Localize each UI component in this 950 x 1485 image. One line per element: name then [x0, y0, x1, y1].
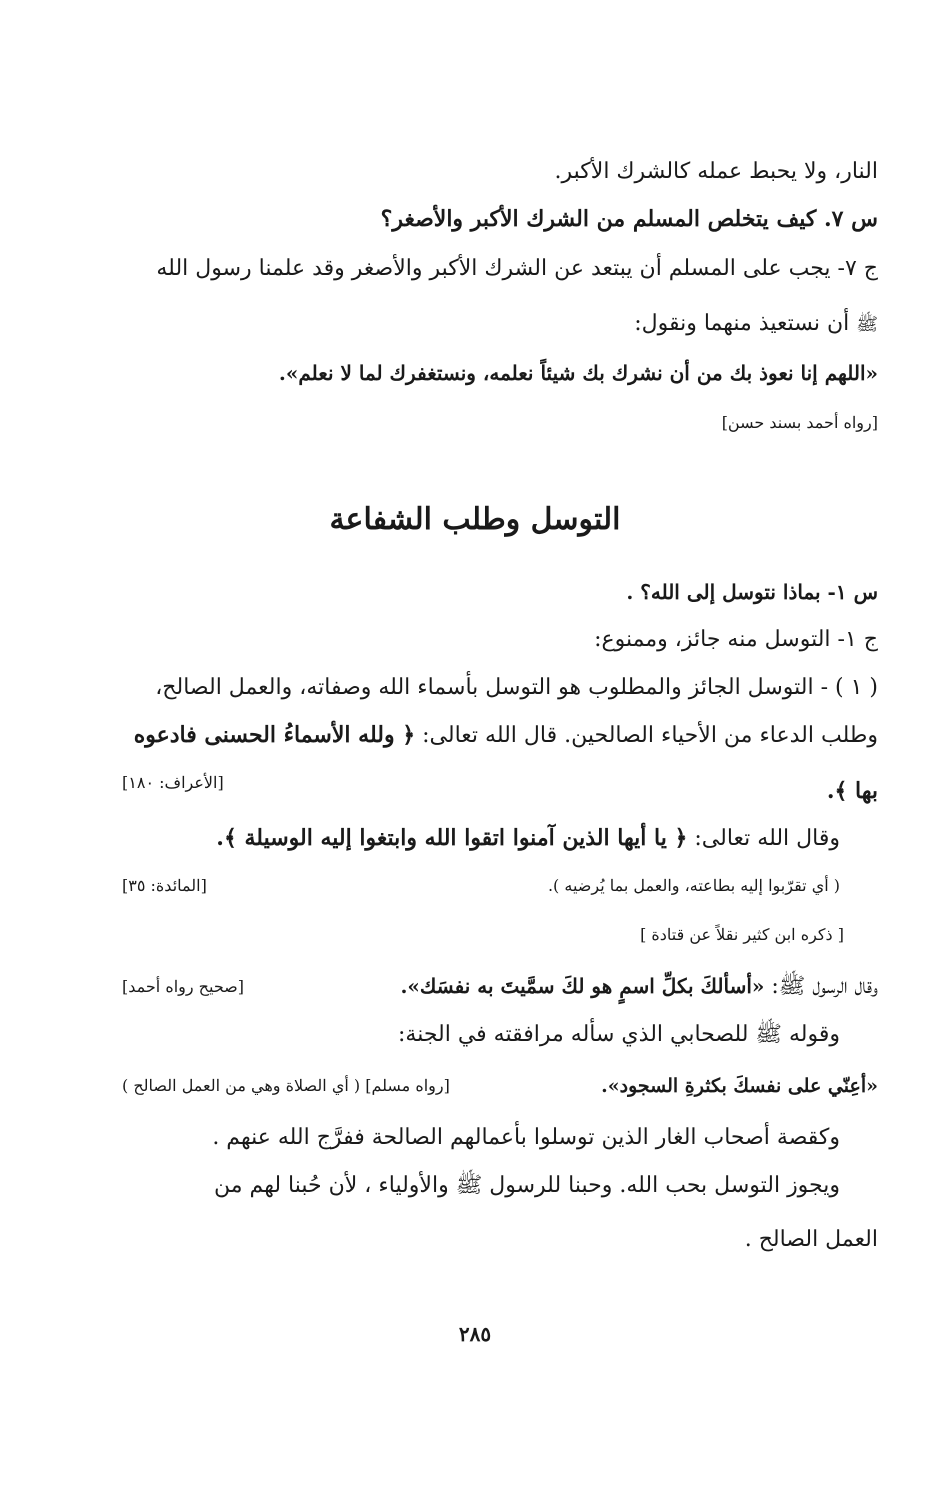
answer-7-line-2-text: أن نستعيذ منهما ونقول: — [634, 311, 850, 336]
paragraph-7-text: وقال الرسول ﷺ: — [771, 974, 878, 999]
ibn-kathir-citation: [ ذكره ابن كثير نقلاً عن قتادة ] — [640, 925, 844, 944]
paragraph-8: وقوله ﷺ للصحابي الذي سأله مرافقته في الجنة: — [397, 1022, 840, 1047]
page-number: ٢٨٥ — [458, 1322, 492, 1346]
dua-text: «اللهم إنا نعوذ بك من أن نشرك بك شيئاً نعلمه، ونستغفرك لما لا نعلم». — [278, 361, 878, 385]
hadith-citation-ahmad: [صحيح رواه أحمد] — [122, 977, 244, 996]
quran-verse: ﴿ ولله الأسماءُ الحسنى فادعوه — [133, 722, 416, 748]
paragraph-10: وكقصة أصحاب الغار الذين توسلوا بأعمالهم الصالحة ففرَّج الله عنهم . — [212, 1125, 840, 1150]
quran-verse-end: بها ﴾. — [826, 778, 878, 804]
paragraph-11: ويجوز التوسل بحب الله. وحبنا للرسول ﷺ والأولياء ، لأن حُبنا لهم من — [214, 1173, 840, 1198]
tafsir-note: ( أي تقرّبوا إليه بطاعته، والعمل بما يُرضيه ). — [547, 876, 840, 895]
section-title: التوسل وطلب الشفاعة — [329, 502, 621, 537]
verse-citation-maidah: [المائدة: ٣٥] — [122, 876, 207, 895]
hadith-citation-muslim: [رواه مسلم] ( أي الصلاة وهي من العمل الصالح ) — [122, 1076, 450, 1095]
answer-7-line-2 — [110, 306, 878, 343]
quran-verse-2: ﴿ يا أيها الذين آمنوا اتقوا الله وابتغوا إليه الوسيلة ﴾. — [216, 825, 688, 851]
verse-citation-araf: [الأعراف: ١٨٠] — [122, 773, 224, 792]
paragraph-4-text: وقال الله تعالى: — [694, 826, 840, 851]
dua-citation: [رواه أحمد بسند حسن] — [721, 413, 878, 432]
paragraph-2-text: وطلب الدعاء من الأحياء الصالحين. قال الله تعالى: — [422, 723, 878, 748]
paragraph-4 — [110, 820, 840, 857]
paragraph-12: العمل الصالح . — [744, 1227, 878, 1252]
hadith-text: «أسألكَ بكلِّ اسمٍ هو لكَ سمَّيتَ به نفسَك». — [400, 974, 765, 998]
answer-1: ج ١- التوسل منه جائز، وممنوع: — [594, 627, 878, 652]
hadith-text-2: «أعِنّي على نفسكَ بكثرةِ السجود». — [601, 1075, 878, 1097]
text-line: النار، ولا يحبط عمله كالشرك الأكبر. — [554, 159, 878, 184]
paragraph-1: ( ١ ) - التوسل الجائز والمطلوب هو التوسل بأسماء الله وصفاته، والعمل الصالح، — [155, 675, 878, 700]
question-7: س ٧. كيف يتخلص المسلم من الشرك الأكبر والأصغر؟ — [380, 206, 878, 232]
pbuh-symbol: ﷺ — [856, 314, 878, 335]
paragraph-3 — [110, 773, 878, 810]
paragraph-2 — [110, 717, 878, 754]
question-1: س ١- بماذا نتوسل إلى الله؟ . — [626, 580, 878, 604]
answer-7-line-1: ج ٧- يجب على المسلم أن يبتعد عن الشرك الأكبر والأصغر وقد علمنا رسول الله — [156, 256, 878, 281]
